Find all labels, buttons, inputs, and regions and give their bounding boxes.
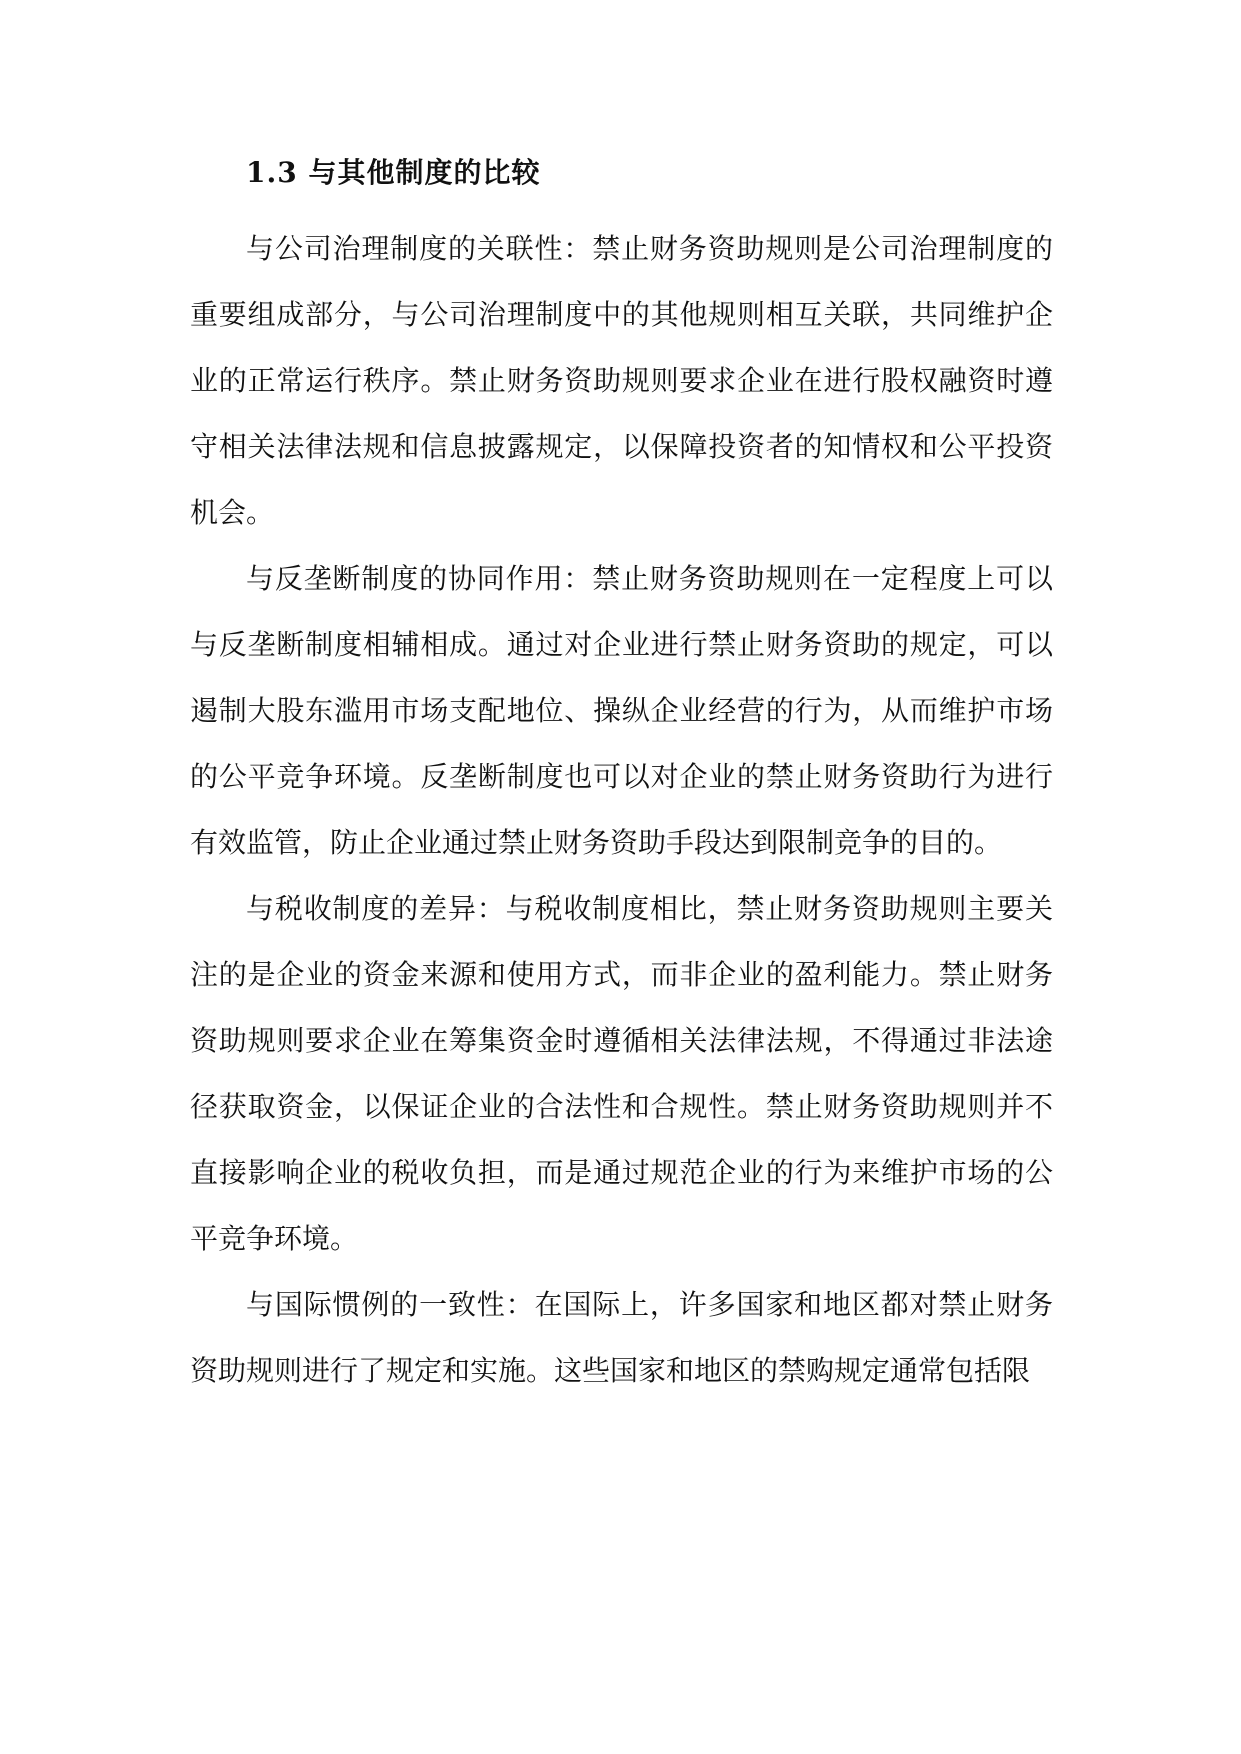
document-body bbox=[190, 146, 1053, 1404]
paragraph-taxation: 与税收制度的差异：与税收制度相比，禁止财务资助规则主要关注的是企业的资金来源和使用方式，而非企业的盈利能力。禁止财务资助规则要求企业在筹集资金时遵循相关法律法规，不得通过非法途径获取资金，以保证企业的合法性和合规性。禁止财务资助规则并不直接影响企业的税收负担，而是通过规范企业的行为来维护市场的公平竞争环境。 bbox=[190, 892, 1053, 1255]
section-heading: 1.3 与其他制度的比较 bbox=[246, 156, 541, 189]
paragraph-antitrust: 与反垄断制度的协同作用：禁止财务资助规则在一定程度上可以与反垄断制度相辅相成。通过对企业进行禁止财务资助的规定，可以遏制大股东滥用市场支配地位、操纵企业经营的行为，从而维护市场的公平竞争环境。反垄断制度也可以对企业的禁止财务资助行为进行有效监管，防止企业通过禁止财务资助手段达到限制竞争的目的。 bbox=[190, 562, 1053, 859]
paragraph-corporate-governance: 与公司治理制度的关联性：禁止财务资助规则是公司治理制度的重要组成部分，与公司治理制度中的其他规则相互关联，共同维护企业的正常运行秩序。禁止财务资助规则要求企业在进行股权融资时遵守相关法律法规和信息披露规定，以保障投资者的知情权和公平投资机会。 bbox=[190, 232, 1053, 529]
paragraph-international-practice: 与国际惯例的一致性：在国际上，许多国家和地区都对禁止财务资助规则进行了规定和实施。这些国家和地区的禁购规定通常包括限 bbox=[190, 1288, 1053, 1387]
